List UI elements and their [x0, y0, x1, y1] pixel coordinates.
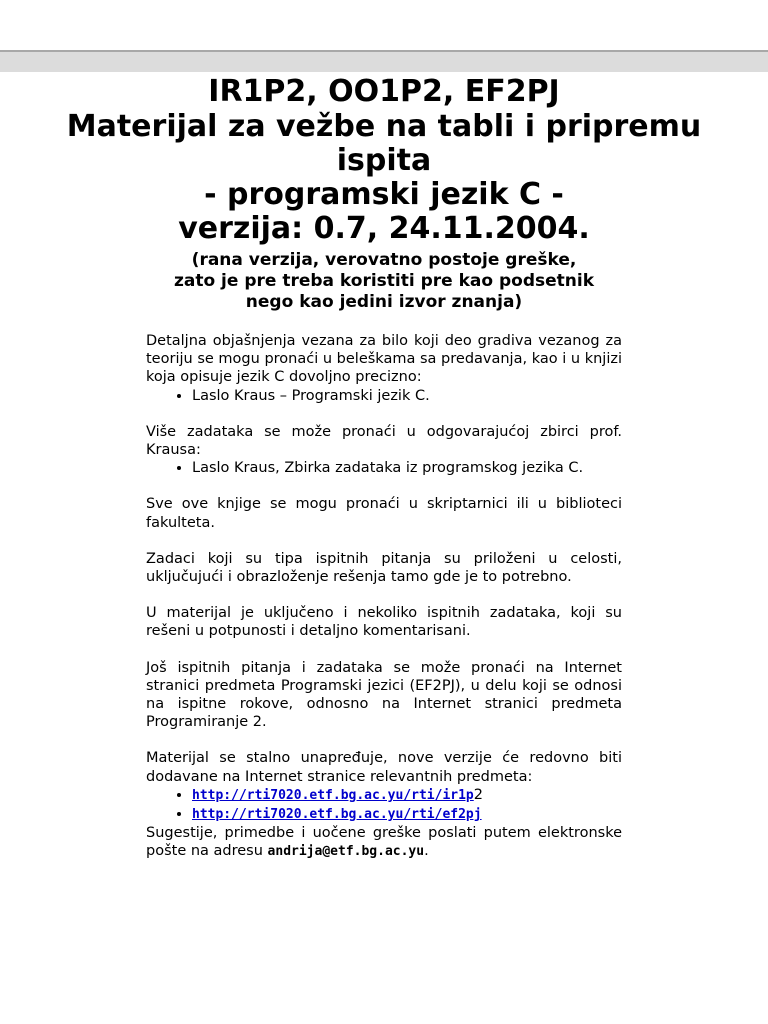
- paragraph-updates: Materijal se stalno unapređuje, nove verzije će redovno biti dodavane na Internet stranice relevantnih predmeta:: [146, 750, 622, 785]
- book-list-1: [146, 387, 622, 405]
- ef2pj-link[interactable]: http://rti7020.etf.bg.ac.yu/rti/ef2pj: [192, 807, 482, 823]
- top-toolbar-strip: [0, 50, 768, 72]
- document-subtitle: - programski jezik C -: [204, 177, 564, 212]
- paragraph-more-tasks: Više zadataka se može pronaći u odgovarajućoj zbirci prof. Krausa:: [146, 423, 622, 459]
- disclaimer-line2: zato je pre treba koristiti pre kao podsetnik: [173, 271, 595, 291]
- book-list-2: [146, 459, 622, 477]
- feedback-text: Sugestije, primedbe i uočene greške poslati putem elektronske pošte na adresu: [146, 825, 622, 860]
- document-title-line2: ispita: [336, 143, 432, 178]
- disclaimer-line1: (rana verzija, verovatno postoje greške,: [191, 250, 577, 270]
- contact-email: andrija@etf.bg.ac.yu: [267, 844, 425, 860]
- paragraph-internet-pages: Još ispitnih pitanja i zadataka se može pronaći na Internet stranici predmeta Programski jezici (EF2PJ), u delu koji se odnosi na ispitne rokove, odnosno na Internet stranici predmeta Programiranje 2.: [146, 659, 622, 731]
- link-list: [146, 786, 622, 824]
- link-suffix: 2: [473, 786, 483, 803]
- document-body: [146, 332, 622, 862]
- course-codes-title: IR1P2, OO1P2, EF2PJ: [208, 74, 560, 109]
- disclaimer-line3: nego kao jedini izvor znanja): [245, 292, 523, 312]
- ir1p2-link[interactable]: http://rti7020.etf.bg.ac.yu/rti/ir1p: [192, 787, 474, 803]
- document-title-line1: Materijal za vežbe na tabli i pripremu: [66, 109, 702, 144]
- paragraph-feedback: [146, 824, 622, 861]
- link-item: [192, 805, 622, 824]
- feedback-end: .: [424, 843, 429, 860]
- link-item: [192, 786, 622, 805]
- paragraph-exam-questions: Zadaci koji su tipa ispitnih pitanja su priloženi u celosti, uključujući i obrazloženje rešenja tamo gde je to potrebno.: [146, 550, 622, 586]
- document-header: [0, 74, 768, 313]
- paragraph-books-location: Sve ove knjige se mogu pronaći u skriptarnici ili u biblioteci fakulteta.: [146, 496, 622, 531]
- paragraph-explanations: Detaljna objašnjenja vezana za bilo koji deo gradiva vezanog za teoriju se mogu pronaći u beleškama sa predavanja, kao i u knjizi koja opisuje jezik C dovoljno precizno:: [146, 333, 622, 386]
- book-item: • Laslo Kraus, Zbirka zadataka iz programskog jezika C.: [192, 459, 622, 477]
- book-item: • Laslo Kraus – Programski jezik C.: [192, 387, 622, 405]
- disclaimer-note: [0, 250, 768, 313]
- version-line: verzija: 0.7, 24.11.2004.: [178, 211, 590, 246]
- paragraph-solved-tasks: U materijal je uključeno i nekoliko ispitnih zadataka, koji su rešeni u potpunosti i detaljno komentarisani.: [146, 605, 622, 640]
